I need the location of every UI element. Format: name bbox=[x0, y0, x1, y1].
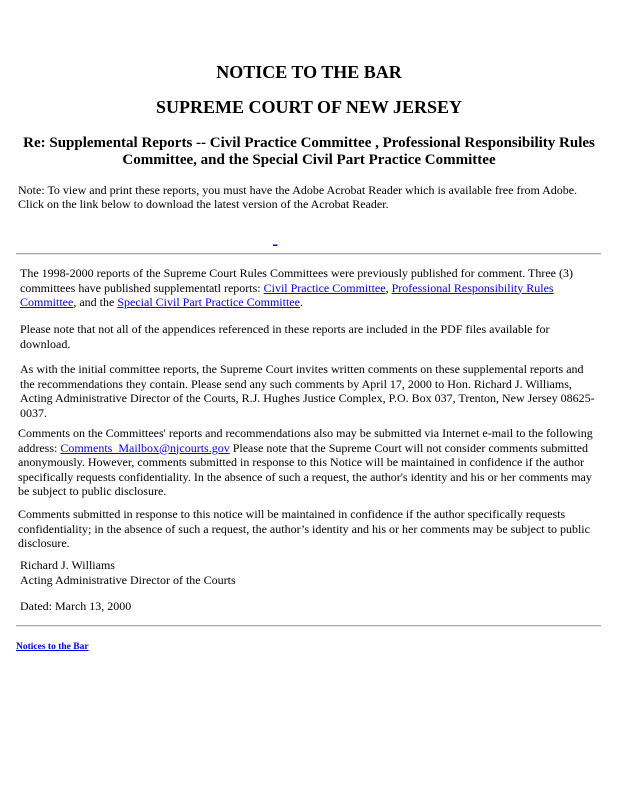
comments-email-link[interactable]: Comments_Mailbox@njcourts.gov bbox=[60, 440, 230, 455]
professional-responsibility-committee-link[interactable]: Professional Responsibility Rules Committee bbox=[20, 280, 554, 309]
email-policy-text: Please note that the Supreme Court will not consider comments submitted anonymously. However, comments submitted in response to this Notice will be maintained in confidence if the author specifically requests confidentiality. In the absence of such a request, the author's identity and his or her comments may be subject to public disclosure. bbox=[18, 440, 592, 498]
page-title: NOTICE TO THE BAR bbox=[216, 62, 402, 82]
divider-bottom bbox=[16, 625, 601, 627]
separator-text: , bbox=[385, 280, 392, 295]
appendices-paragraph: Please note that not all of the appendices referenced in these reports are included in the PDF files available for download. bbox=[20, 322, 550, 351]
separator-text: , and the bbox=[73, 295, 118, 309]
divider-top bbox=[16, 253, 601, 255]
acrobat-download-link[interactable]: _ bbox=[273, 236, 278, 246]
invitation-paragraph: As with the initial committee reports, the Supreme Court invites written comments on these supplemental reports and the recommendations they contain. Please send any such comments by April 17, 2000 to Hon. Richard J. Williams, Acting Administrative Director of the Courts, R.J. Hughes Justice Complex, P.O. Box 037, Trenton, New Jersey 08625-0037. bbox=[20, 362, 595, 420]
signer-name: Richard J. Williams bbox=[20, 558, 115, 572]
email-comments-paragraph bbox=[18, 426, 602, 499]
reports-paragraph bbox=[20, 266, 600, 310]
reports-text: The 1998-2000 reports of the Supreme Court Rules Committees were previously published for comment. Three (3) committees have published supplementatl reports: bbox=[20, 266, 573, 295]
special-civil-part-committee-link[interactable]: Special Civil Part Practice Committee bbox=[117, 295, 300, 309]
email-intro-text: Comments on the Committees' reports and recommendations also may be submitted via Internet e-mail to the following address: bbox=[18, 426, 593, 455]
court-name: SUPREME COURT OF NEW JERSEY bbox=[155, 97, 463, 117]
confidentiality-paragraph: Comments submitted in response to this notice will be maintained in confidence if the author specifically requests confidentiality; in the absence of such a request, the author’s identity and his or her comments may be subject to public disclosure. bbox=[18, 507, 590, 550]
acrobat-note: Note: To view and print these reports, you must have the Adobe Acrobat Reader which is available free from Adobe. Click on the link below to download the latest version of the Acrobat Reader. bbox=[18, 183, 578, 211]
signer-title: Acting Administrative Director of the Courts bbox=[20, 573, 236, 587]
period-text: . bbox=[299, 295, 303, 309]
subject-heading: Re: Supplemental Reports -- Civil Practice Committee , Professional Responsibility Rules Committee, and the Special Civil Part Practice Committee bbox=[23, 135, 595, 168]
civil-practice-committee-link[interactable]: Civil Practice Committee bbox=[263, 280, 386, 295]
date-line: Dated: March 13, 2000 bbox=[20, 599, 132, 613]
notices-to-the-bar-link[interactable]: Notices to the Bar bbox=[16, 642, 89, 652]
